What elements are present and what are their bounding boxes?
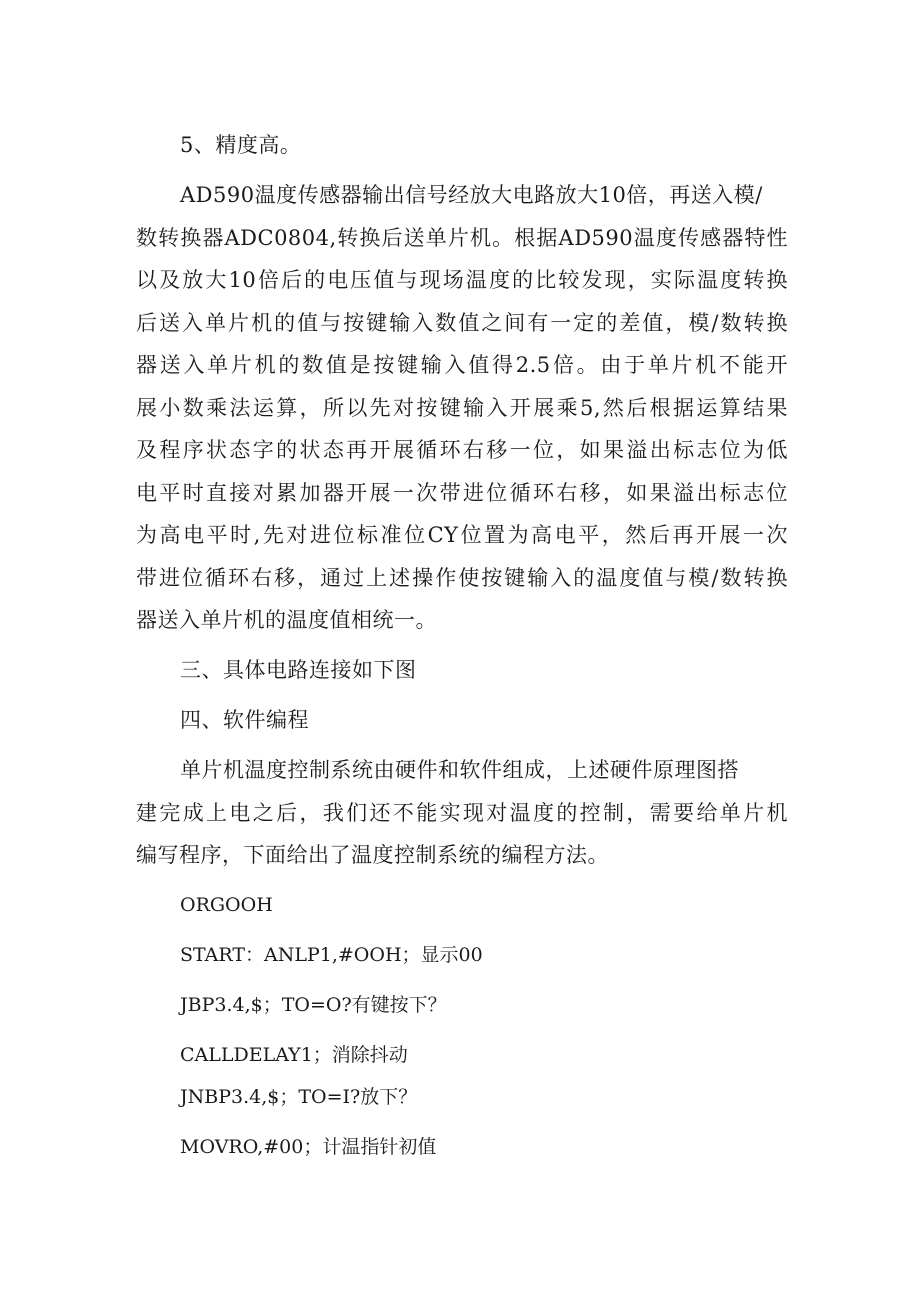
paragraph-line: 器送入单片机的数值是按键输入值得2.5倍。由于单片机不能开 [136,353,788,377]
paragraph-line: 及程序状态字的状态再开展循环右移一位，如果溢出标志位为低 [136,438,788,462]
paragraph-line: 展小数乘法运算，所以先对按键输入开展乘5,然后根据运算结果 [136,396,788,420]
code-line: START：ANLP1,#OOH；显示00 [180,944,483,966]
paragraph-line: 后送入单片机的值与按键输入数值之间有一定的差值，模/数转换 [136,311,788,335]
paragraph-line: 数转换器ADC0804,转换后送单片机。根据AD590温度传感器特性 [136,226,788,250]
code-line: MOVRO,#00；计温指针初值 [180,1136,437,1158]
code-line: CALLDELAY1；消除抖动 [180,1044,408,1066]
paragraph-line: 器送入单片机的温度值相统一。 [136,608,437,632]
paragraph-line: 以及放大10倍后的电压值与现场温度的比较发现，实际温度转换 [136,268,788,292]
code-line: JNBP3.4,$；TO=I?放下？ [180,1086,418,1108]
paragraph-line: 带进位循环右移，通过上述操作使按键输入的温度值与模/数转换 [136,566,788,590]
paragraph-line: 为高电平时,先对进位标准位CY位置为高电平，然后再开展一次 [136,523,788,547]
paragraph-line: 单片机温度控制系统由硬件和软件组成，上述硬件原理图搭 [180,758,739,782]
list-item-5: 5、精度高。 [180,133,302,157]
code-line: ORGOOH [180,894,273,916]
section-heading-4: 四、软件编程 [180,708,309,732]
paragraph-line: 电平时直接对累加器开展一次带进位循环右移，如果溢出标志位 [136,481,788,505]
code-line: JBP3.4,$；TO=O?有键按下？ [180,994,447,1016]
section-heading-3: 三、具体电路连接如下图 [180,658,417,682]
paragraph-line: AD590温度传感器输出信号经放大电路放大10倍，再送入模/ [180,183,763,207]
paragraph-line: 编写程序，下面给出了温度控制系统的编程方法。 [136,843,609,867]
paragraph-line: 建完成上电之后，我们还不能实现对温度的控制，需要给单片机 [136,801,788,825]
